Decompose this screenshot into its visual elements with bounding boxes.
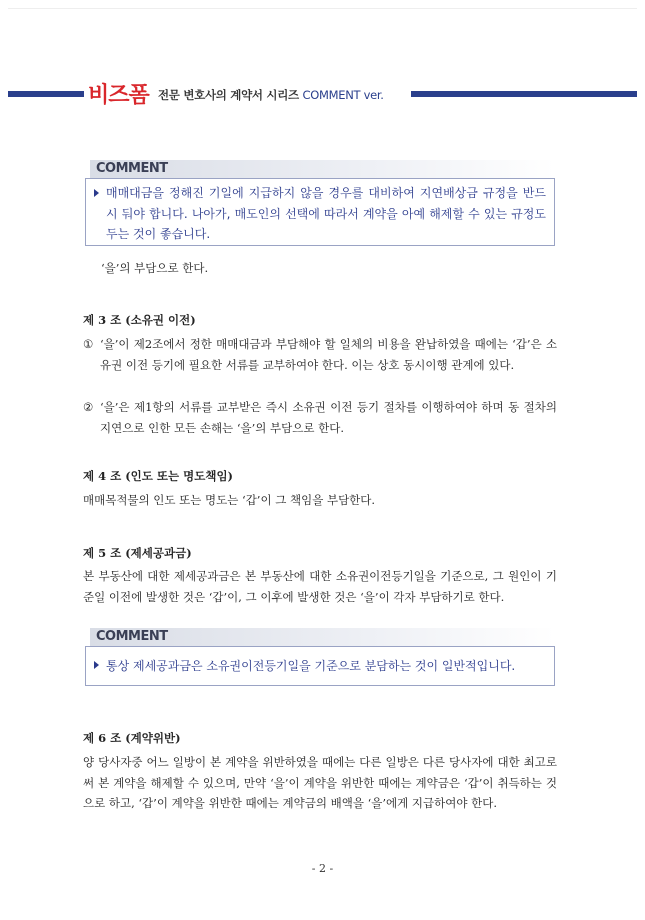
series-title-en: COMMENT ver.	[302, 88, 384, 102]
article-5-title: 제 5 조 (제세공과금)	[83, 546, 192, 560]
article-6-text: 양 당사자중 어느 일방이 본 계약을 위반하였을 때에는 다른 일방은 다른 당사자에 대한 최고로써 본 계약을 해제할 수 있으며, 만약 ‘을’이 계약을 위반한 때에는 계약금은 ‘갑’이 취득하는 것으로 하고, ‘갑’이 계약을 위반한 때에는 계약금의 배액을 ‘을’에게 지급하여야 한다.	[83, 755, 557, 810]
continuation-text: ‘을’의 부담으로 한다.	[101, 261, 209, 275]
article-3-item-2	[83, 397, 557, 438]
series-title	[158, 87, 384, 103]
series-title-ko: 전문 변호사의 계약서 시리즈	[158, 88, 299, 102]
item-text: ‘을’은 제1항의 서류를 교부받은 즉시 소유권 이전 등기 절차를 이행하여야 하며 동 절차의 지연으로 인한 모든 손해는 ‘을’의 부담으로 한다.	[100, 400, 557, 435]
article-4-title: 제 4 조 (인도 또는 명도책임)	[83, 469, 233, 483]
item-text: ‘을’이 제2조에서 정한 매매대금과 부담해야 할 일체의 비용을 완납하였을 때에는 ‘갑’은 소유권 이전 등기에 필요한 서류를 교부하여야 한다. 이는 상호 동시이행 관계에 있다.	[100, 337, 557, 372]
header-bar-left	[8, 91, 84, 97]
header-bar-right	[411, 91, 637, 97]
article-4-text: 매매목적물의 인도 또는 명도는 ‘갑’이 그 책임을 부담한다.	[83, 493, 376, 507]
comment-box	[85, 646, 555, 686]
article-3-title: 제 3 조 (소유권 이전)	[83, 313, 196, 327]
bullet-triangle-icon	[94, 189, 99, 197]
brand-logo: 비즈폼	[88, 83, 149, 108]
comment-label: COMMENT	[90, 160, 555, 178]
article-3-item-1	[83, 334, 557, 375]
comment-box	[85, 178, 555, 246]
bullet-triangle-icon	[94, 661, 99, 669]
comment-text: 통상 제세공과금은 소유권이전등기일을 기준으로 분담하는 것이 일반적입니다.	[106, 659, 516, 673]
page-number: - 2 -	[311, 862, 334, 875]
item-number: ①	[83, 337, 94, 351]
article-5-text: 본 부동산에 대한 제세공과금은 본 부동산에 대한 소유권이전등기일을 기준으로, 그 원인이 기준일 이전에 발생한 것은 ‘갑’이, 그 이후에 발생한 것은 ‘을’이 각자 부담하기로 한다.	[83, 569, 557, 604]
comment-text: 매매대금을 정해진 기일에 지급하지 않을 경우를 대비하여 지연배상금 규정을 반드시 둬야 합니다. 나아가, 매도인의 선택에 따라서 계약을 아예 해제할 수 있는 규정도 두는 것이 좋습니다.	[106, 186, 546, 241]
article-6-title: 제 6 조 (계약위반)	[83, 731, 181, 745]
comment-label: COMMENT	[90, 628, 555, 646]
item-number: ②	[83, 400, 94, 414]
